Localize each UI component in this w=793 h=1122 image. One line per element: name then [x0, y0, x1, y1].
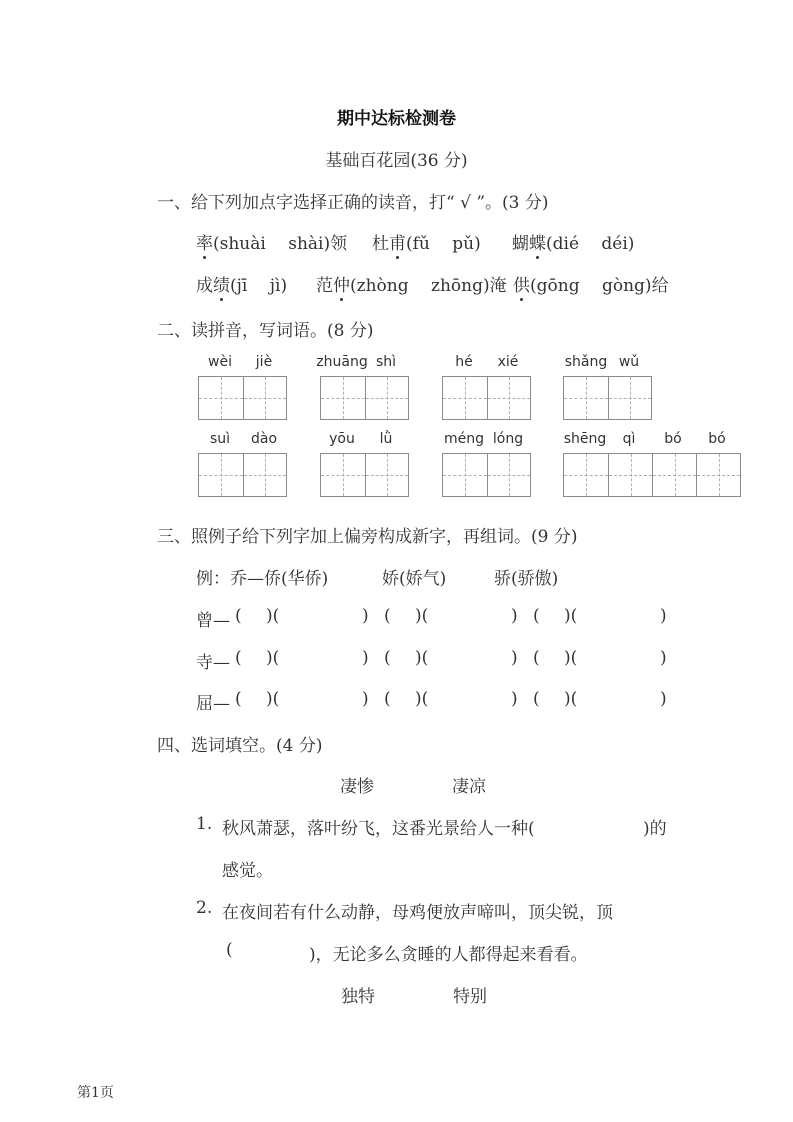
word-blank-1[interactable] [284, 648, 359, 670]
word-blank-3[interactable] [582, 689, 657, 711]
pinyin-label: suì [209, 431, 231, 447]
writing-cell[interactable] [564, 377, 608, 419]
pinyin-label: dào [250, 431, 278, 447]
pinyin-label: zhuāng [316, 354, 368, 370]
s1-item-5 [316, 271, 507, 296]
new-char-blank-1[interactable] [243, 648, 265, 670]
pinyin-label: jiè [255, 354, 273, 370]
writing-cell[interactable] [443, 454, 487, 496]
q2-answer-blank[interactable] [238, 938, 308, 962]
word-blank-2[interactable] [433, 689, 508, 711]
pinyin-label: qì [622, 431, 636, 447]
pinyin-label: hé [455, 354, 473, 370]
new-char-blank-3[interactable] [541, 689, 563, 711]
q2-text-cont: )，无论多么贪睡的人都得起来看看。 [309, 945, 588, 965]
writing-cell[interactable] [321, 377, 365, 419]
s1-item-1 [196, 229, 347, 254]
radical-row-2: 寺— ( )( ) ( )( ) ( )( ) [196, 648, 667, 673]
item-prefix: 范 [316, 276, 333, 296]
pinyin-label: bó [664, 431, 682, 447]
writing-cell[interactable] [365, 377, 409, 419]
pinyin-options: (dié déi) [546, 234, 635, 254]
pinyin-label: lǜ [379, 431, 393, 447]
word-choice-4: 特别 [453, 987, 487, 1007]
writing-cell[interactable] [243, 454, 287, 496]
item-suffix: 领 [330, 234, 348, 254]
writing-grid-7 [442, 431, 531, 497]
pinyin-options: (shuài shài) [213, 234, 331, 254]
new-char-blank-2[interactable] [392, 689, 414, 711]
new-char-blank-3[interactable] [541, 606, 563, 628]
writing-cell[interactable] [487, 377, 531, 419]
item-prefix: 成 [196, 276, 213, 296]
pinyin-label: méng [443, 431, 484, 447]
s1-item-6 [513, 271, 669, 296]
pinyin-options: (jī jì) [230, 276, 288, 296]
item-prefix: 杜 [372, 234, 389, 254]
example-3: 骄(骄傲) [494, 569, 559, 589]
word-blank-1[interactable] [284, 689, 359, 711]
pinyin-options: (zhòng zhōng) [350, 276, 490, 296]
q1-text-cont: 感觉。 [222, 861, 273, 881]
page-number: 第1页 [77, 1085, 114, 1101]
dotted-char: 甫 [389, 229, 406, 254]
item-suffix: 给 [651, 276, 669, 296]
word-blank-3[interactable] [582, 648, 657, 670]
writing-grid-4 [563, 354, 652, 420]
pinyin-label: shǎng [564, 354, 608, 370]
pinyin-label: lóng [492, 431, 524, 447]
section3-heading: 三、照例子给下列字加上偏旁构成新字，再组词。(9 分) [157, 527, 578, 547]
writing-cell[interactable] [365, 454, 409, 496]
new-char-blank-2[interactable] [392, 606, 414, 628]
pinyin-label: wèi [208, 354, 232, 370]
q2-open-paren: ( [226, 940, 233, 960]
pinyin-label: yōu [329, 431, 355, 447]
writing-cell[interactable] [199, 377, 243, 419]
writing-grid-5 [198, 431, 287, 497]
word-blank-1[interactable] [284, 606, 359, 628]
s1-item-2 [372, 229, 481, 254]
section2-heading: 二、读拼音，写词语。(8 分) [157, 321, 374, 341]
writing-cell[interactable] [487, 454, 531, 496]
writing-grid-1 [198, 354, 287, 420]
writing-cell[interactable] [564, 454, 608, 496]
page-title: 期中达标检测卷 [337, 109, 456, 129]
new-char-blank-1[interactable] [243, 689, 265, 711]
word-blank-2[interactable] [433, 606, 508, 628]
q1-answer-blank[interactable] [572, 812, 644, 836]
item-prefix: 蝴 [512, 234, 529, 254]
section4-heading: 四、选词填空。(4 分) [157, 736, 323, 756]
new-char-blank-1[interactable] [243, 606, 265, 628]
writing-cell[interactable] [321, 454, 365, 496]
dotted-char: 绩 [213, 271, 230, 296]
example-2: 娇(娇气) [382, 569, 447, 589]
s1-item-4 [196, 271, 287, 296]
pinyin-label: xié [497, 354, 519, 370]
pinyin-label: shēng [563, 431, 607, 447]
writing-cell[interactable] [443, 377, 487, 419]
pinyin-label: bó [708, 431, 726, 447]
section-subtitle: 基础百花园(36 分) [325, 151, 468, 171]
word-choice-2: 凄凉 [452, 777, 486, 797]
writing-cell[interactable] [608, 454, 652, 496]
writing-cell[interactable] [652, 454, 696, 496]
dotted-char: 蝶 [529, 229, 546, 254]
pinyin-options: (fǔ pǔ) [406, 234, 481, 254]
word-choice-1: 凄惨 [340, 777, 374, 797]
writing-cell[interactable] [696, 454, 740, 496]
example-label: 例：乔—侨(华侨) [196, 569, 329, 589]
writing-cell[interactable] [243, 377, 287, 419]
word-blank-2[interactable] [433, 648, 508, 670]
new-char-blank-2[interactable] [392, 648, 414, 670]
writing-grid-8 [563, 431, 741, 497]
word-choice-3: 独特 [341, 987, 375, 1007]
section1-heading: 一、给下列加点字选择正确的读音，打“ √ ”。(3 分) [157, 193, 549, 213]
radical-row-1: 曾— ( )( ) ( )( ) ( )( ) [196, 606, 667, 631]
q1-text-tail: )的 [643, 819, 667, 839]
q1-number: 1. [196, 814, 213, 834]
writing-grid-6 [320, 431, 409, 497]
pinyin-options: (gōng gòng) [530, 276, 652, 296]
base-char: 屈— [196, 694, 230, 714]
s1-item-3 [512, 229, 634, 254]
writing-cell[interactable] [199, 454, 243, 496]
writing-cell[interactable] [608, 377, 652, 419]
q2-number: 2. [196, 898, 213, 918]
pinyin-label: shì [375, 354, 397, 370]
new-char-blank-3[interactable] [541, 648, 563, 670]
dotted-char: 仲 [333, 271, 350, 296]
writing-grid-2 [316, 354, 409, 420]
word-blank-3[interactable] [582, 606, 657, 628]
q1-text: 秋风萧瑟，落叶纷飞，这番光景给人一种( [222, 819, 535, 839]
writing-grid-3 [442, 354, 531, 420]
q2-text: 在夜间若有什么动静，母鸡便放声啼叫，顶尖锐，顶 [222, 903, 613, 923]
radical-row-3: 屈— ( )( ) ( )( ) ( )( ) [196, 689, 667, 714]
base-char: 寺— [196, 653, 230, 673]
dotted-char: 供 [513, 271, 530, 296]
dotted-char: 率 [196, 229, 213, 254]
base-char: 曾— [196, 611, 230, 631]
item-suffix: 淹 [489, 276, 507, 296]
pinyin-label: wǔ [618, 354, 640, 370]
